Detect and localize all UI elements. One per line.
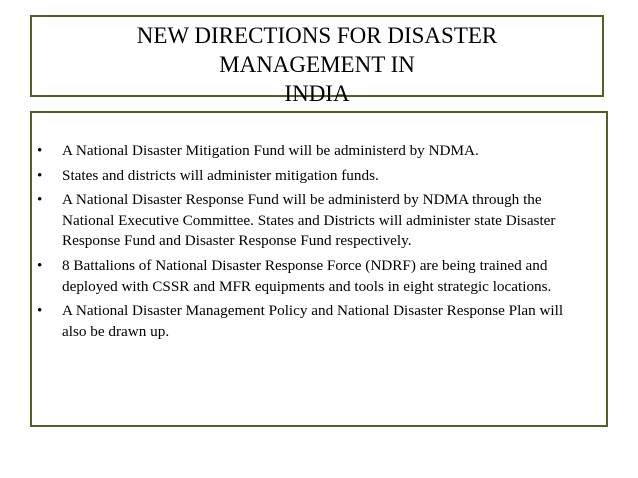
bullet-item xyxy=(0,190,600,252)
bullet-item xyxy=(0,256,600,297)
bullet-text: A National Disaster Management Policy and National Disaster Response Plan will also be drawn up. xyxy=(62,302,564,340)
bullet-text: A National Disaster Mitigation Fund will be administerd by NDMA. xyxy=(62,142,479,159)
bullet-icon: • xyxy=(37,166,43,184)
bullet-icon: • xyxy=(37,191,43,209)
bullet-text: A National Disaster Response Fund will be administerd by NDMA through the National Executive Committee. States and Districts will administer state Disaster Response Fund and Disaster Response Fund respectively. xyxy=(62,191,556,250)
title-line-1: NEW DIRECTIONS FOR DISASTER xyxy=(136,23,498,48)
bullet-icon: • xyxy=(37,142,43,159)
title-line-3: INDIA xyxy=(284,81,350,106)
bullet-text: 8 Battalions of National Disaster Response Force (NDRF) are being trained and deployed with CSSR and MFR equipments and tools in eight strategic locations. xyxy=(62,256,552,295)
title-box xyxy=(30,15,604,106)
bullet-item xyxy=(0,166,600,187)
bullet-item xyxy=(0,301,600,342)
bullet-text: States and districts will administer mitigation funds. xyxy=(62,166,379,184)
bullet-list xyxy=(0,141,600,346)
bullet-icon: • xyxy=(37,302,43,320)
bullet-item xyxy=(0,141,600,162)
title-line-2: MANAGEMENT IN xyxy=(219,52,415,77)
slide-title xyxy=(32,21,602,108)
bullet-icon: • xyxy=(37,256,43,274)
